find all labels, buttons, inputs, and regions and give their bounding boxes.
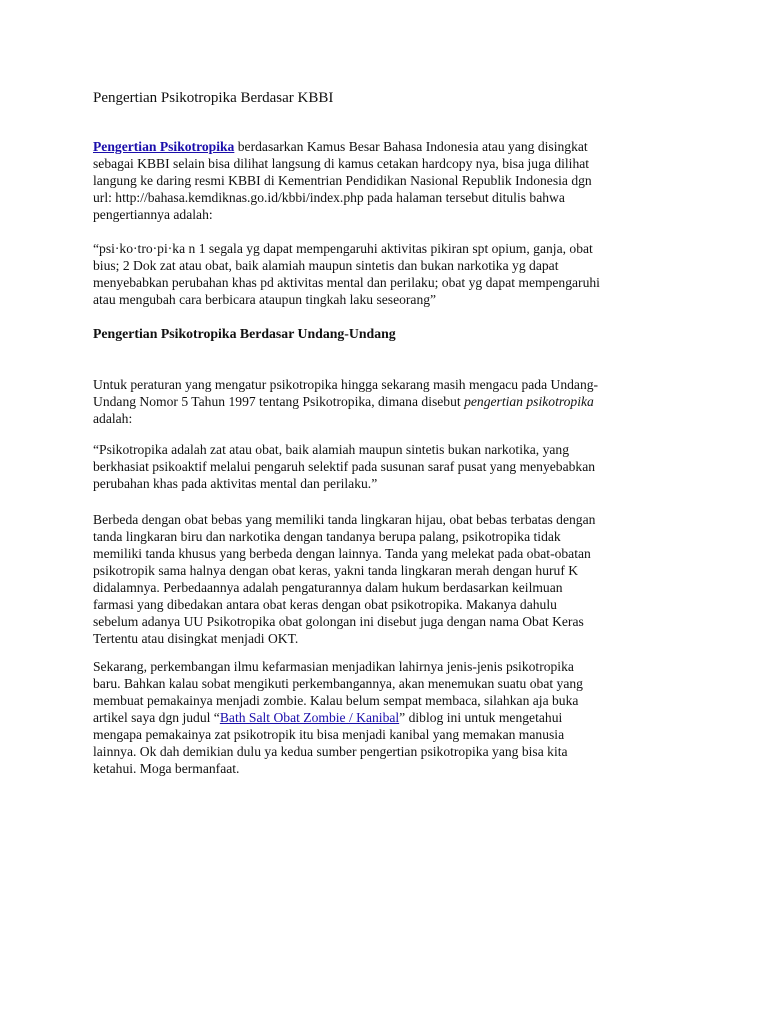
text-line: atau mengubah cara berbicara ataupun tingkah laku seseorang” [93,292,437,307]
bath-salt-article-link[interactable]: Bath Salt Obat Zombie / Kanibal [219,710,400,725]
text-line: lainnya. Ok dah demikian dulu ya kedua sumber pengertian psikotropika yang bisa kita [93,744,568,759]
page-title: Pengertian Psikotropika Berdasar KBBI [93,90,334,106]
paragraph-uu-quote [93,441,683,492]
text-line: langung ke daring resmi KBBI di Kementrian Pendidikan Nasional Republik Indonesia dgn [93,173,592,188]
text-line: psikotropik sama halnya dengan obat keras, yakni tanda lingkaran merah dengan huruf K [93,563,579,578]
text-line: ketahui. Moga bermanfaat. [93,761,240,776]
text-line: menyebabkan perubahan khas pd aktivitas mental dan perilaku; obat yg dapat mempengaruhi [93,275,600,290]
text-line [93,138,683,155]
text-fragment: artikel saya dgn judul “ [93,710,220,725]
text-line: “Psikotropika adalah zat atau obat, baik alamiah maupun sintetis bukan narkotika, yang [93,442,570,457]
text-line: didalamnya. Perbedaannya adalah pengaturannya dalam hukum berdasarkan keilmuan [93,580,563,595]
paragraph-kbbi-intro [93,138,683,223]
paragraph-conclusion [93,658,683,777]
text-line: mengapa pemakainya zat psikotropik itu bisa menjadi kanibal yang memakan manusia [93,727,565,742]
text-line: baru. Bahkan kalau sobat mengikuti perkembangannya, akan menemukan suatu obat yang [93,676,583,691]
text-line: url: http://bahasa.kemdiknas.go.id/kbbi/index.php pada halaman tersebut ditulis bahwa [93,190,565,205]
text-line: bius; 2 Dok zat atau obat, baik alamiah maupun sintetis dan bukan narkotika yg dapat [93,258,559,273]
text-line: Sekarang, perkembangan ilmu kefarmasian menjadikan lahirnya jenis-jenis psikotropika [93,659,574,674]
text-line [93,709,683,726]
text-line: perubahan khas pada aktivitas mental dan perilaku.” [93,476,378,491]
section-heading-undang-undang: Pengertian Psikotropika Berdasar Undang-Undang [93,326,396,341]
text-line: “psi·ko·tro·pi·ka n 1 segala yg dapat mempengaruhi aktivitas pikiran spt opium, ganja, obat [93,241,593,256]
paragraph-drug-markings [93,511,683,647]
text-line: adalah: [93,411,133,426]
text-line: sebelum adanya UU Psikotropika obat golongan ini disebut juga dengan nama Obat Keras [93,614,584,629]
text-line: memiliki tanda khusus yang berbeda dengan lainnya. Tanda yang melekat pada obat-obatan [93,546,591,561]
paragraph-kbbi-quote [93,240,683,308]
text-line: membuat pemakainya menjadi zombie. Kalau belum sempat membaca, silahkan aja buka [93,693,579,708]
text-fragment: ” diblog ini untuk mengetahui [399,710,563,725]
text-line: farmasi yang dibedakan antara obat keras dengan obat psikotropika. Makanya dahulu [93,597,557,612]
text-line: Untuk peraturan yang mengatur psikotropika hingga sekarang masih mengacu pada Undang- [93,377,599,392]
text-fragment: berdasarkan Kamus Besar Bahasa Indonesia atau yang disingkat [234,139,588,154]
text-line: berkhasiat psikoaktif melalui pengaruh selektif pada susunan saraf pusat yang menyebabkan [93,459,596,474]
text-fragment: Undang Nomor 5 Tahun 1997 tentang Psikotropika, dimana disebut [93,394,465,409]
paragraph-uu-intro [93,376,683,427]
text-line: sebagai KBBI selain bisa dilihat langsung di kamus cetakan hardcopy nya, bisa juga dilihat [93,156,590,171]
text-line: pengertiannya adalah: [93,207,213,222]
italic-term: pengertian psikotropika [464,394,594,409]
text-line: Tertentu atau disingkat menjadi OKT. [93,631,299,646]
text-line [93,393,683,410]
text-line: tanda lingkaran biru dan narkotika dengan tandanya berupa palang, psikotropika tidak [93,529,561,544]
text-line: Berbeda dengan obat bebas yang memiliki tanda lingkaran hijau, obat bebas terbatas dengan [93,512,596,527]
psikotropika-definition-link[interactable]: Pengertian Psikotropika [93,139,235,154]
